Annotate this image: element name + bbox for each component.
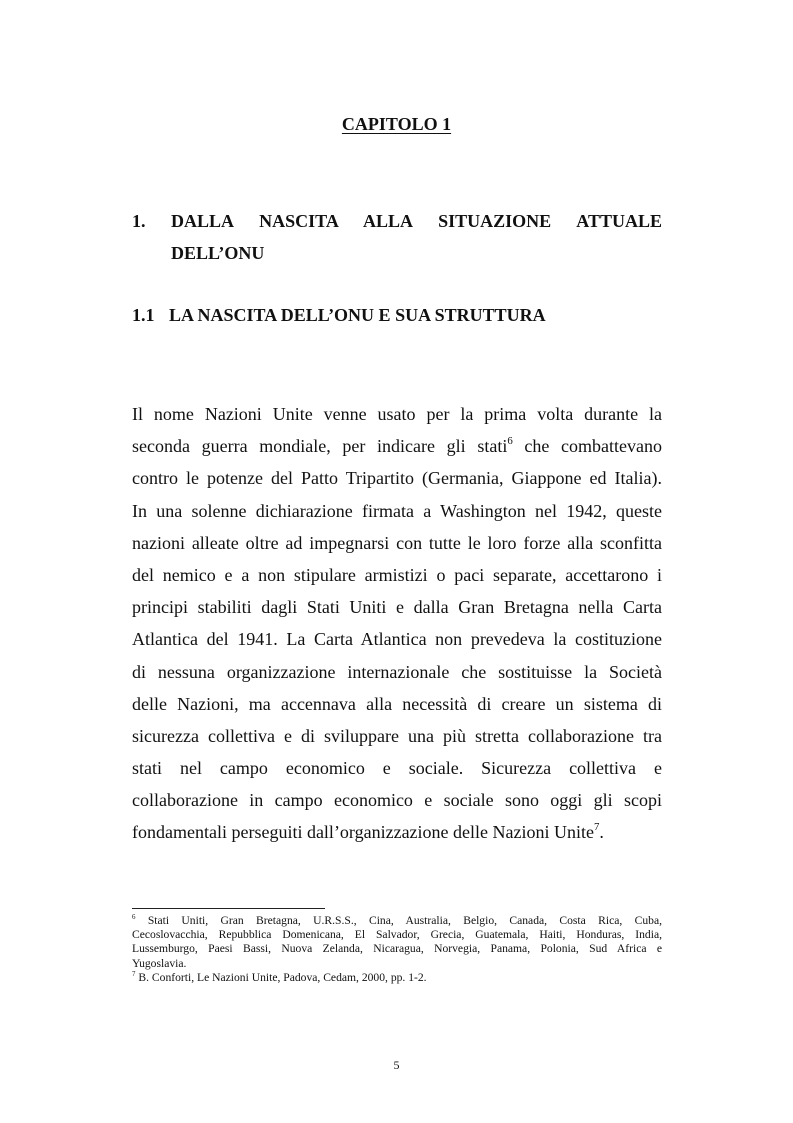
footnote-7-line — [132, 971, 662, 985]
section-title — [171, 205, 662, 269]
paragraph-line: Atlantica del 1941. La Carta Atlantica non prevedeva la costituzione — [132, 629, 662, 650]
page-number: 5 — [393, 1058, 400, 1072]
paragraph-line — [132, 430, 662, 462]
footnote-6-line: Cecoslovacchia, Repubblica Domenicana, El Salvador, Grecia, Guatemala, Haiti, Honduras, India, — [132, 928, 662, 942]
subsection-number: 1.1 — [132, 305, 155, 325]
chapter-title: CAPITOLO 1 — [341, 114, 452, 134]
paragraph-line: In una solenne dichiarazione firmata a Washington nel 1942, queste — [132, 500, 662, 521]
section-title-line-2: DELL’ONU — [171, 243, 265, 263]
section-title-line-1: DALLA NASCITA ALLA SITUAZIONE ATTUALE — [171, 211, 662, 231]
paragraph-line: di nessuna organizzazione internazionale che sostituisse la Società — [132, 661, 662, 682]
footnote-7-text: B. Conforti, Le Nazioni Unite, Padova, Cedam, 2000, pp. 1-2. — [135, 970, 427, 984]
footnotes — [132, 914, 662, 985]
paragraph-line: sicurezza collettiva e di sviluppare una più stretta collaborazione tra — [132, 725, 662, 746]
paragraph-text: che combattevano — [512, 436, 662, 457]
paragraph-line — [132, 816, 662, 848]
paragraph-line: del nemico e a non stipulare armistizi o paci separate, accettarono i — [132, 564, 662, 585]
subsection-title: LA NASCITA DELL’ONU E SUA STRUTTURA — [169, 305, 546, 325]
paragraph-line: delle Nazioni, ma accennava alla necessità di creare un sistema di — [132, 693, 662, 714]
body-paragraph — [132, 398, 662, 849]
footnote-reference-7[interactable]: 7 — [594, 821, 600, 834]
subsection-heading — [132, 305, 546, 326]
paragraph-line: stati nel campo economico e sociale. Sicurezza collettiva e — [132, 758, 662, 779]
section-number: 1. — [132, 211, 146, 231]
paragraph-line: contro le potenze del Patto Tripartito (Germania, Giappone ed Italia). — [132, 468, 662, 489]
paragraph-text: seconda guerra mondiale, per indicare gli stati — [132, 436, 508, 457]
footnote-6-text: Stati Uniti, Gran Bretagna, U.R.S.S., Cina, Australia, Belgio, Canada, Costa Rica, Cuba, — [135, 914, 662, 927]
paragraph-text: fondamentali perseguiti dall’organizzazione delle Nazioni Unite — [132, 822, 594, 843]
paragraph-line: principi stabiliti dagli Stati Uniti e dalla Gran Bretagna nella Carta — [132, 597, 662, 618]
footnote-6-line: Yugoslavia. — [132, 956, 187, 970]
footnote-7-marker: 7 — [132, 969, 136, 978]
section-heading — [132, 205, 662, 269]
footnote-6-marker: 6 — [132, 912, 136, 921]
paragraph-line: collaborazione in campo economico e sociale sono oggi gli scopi — [132, 790, 662, 811]
paragraph-text: . — [599, 822, 604, 843]
paragraph-line: Il nome Nazioni Unite venne usato per la prima volta durante la — [132, 404, 662, 424]
footnote-separator — [132, 908, 325, 909]
footnote-6-line: Lussemburgo, Paesi Bassi, Nuova Zelanda, Nicaragua, Norvegia, Panama, Polonia, Sud Africa e — [132, 942, 662, 956]
paragraph-line: nazioni alleate oltre ad impegnarsi con tutte le loro forze alla sconfitta — [132, 532, 662, 553]
footnote-reference-6[interactable]: 6 — [507, 435, 513, 448]
footnote-6-line — [132, 914, 662, 928]
